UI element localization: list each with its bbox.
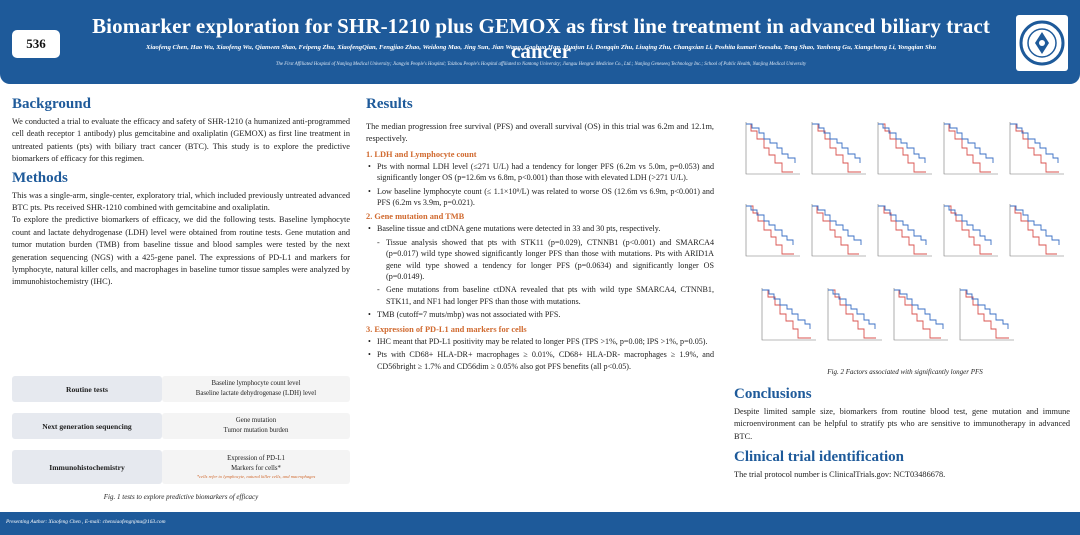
table-row [12, 413, 350, 439]
km-curve [878, 206, 926, 245]
list-item: • Low baseline lymphocyte count (≤ 1.1×10⁹/L) was related to worse OS (12.6m vs 6.9m, p<0.001) and PFS (6.2m vs 3.9m, p=0.021). [366, 186, 714, 209]
test-detail-line: Markers for cells* [231, 465, 281, 472]
km-curve [960, 290, 1009, 338]
poster-number: 536 [12, 30, 60, 58]
table-row [12, 450, 350, 484]
conclusions-section [734, 386, 1070, 482]
km-plot-thumbnail [756, 284, 818, 346]
km-curve [746, 206, 794, 254]
results-section-2-list [366, 223, 714, 234]
km-curve [894, 290, 943, 329]
table-row [12, 376, 350, 402]
km-curve [960, 290, 1008, 329]
test-type-label: Immunohistochemistry [12, 450, 162, 484]
test-detail-line: Gene mutation [235, 417, 277, 425]
trial-id-text: The trial protocol number is ClinicalTrials.gov: NCT03486678. [734, 470, 946, 480]
author-list: Xiaofeng Chen, Hao Wu, Xiaofeng Wu, Qianwen Shao, Feipeng Zhu, XiaofengQian, Fengjiao Zhao, Weidong Mao, Jing Sun, Jian Wang, Gaohua Han, Huajun Li, Dongqin Zhu, Liuqing Zhu, Changxian Li, Poshita kumari Seesaha, Tong Shao, Yanhong Gu, Xiangcheng Li, Yongqian Shu [145, 44, 936, 51]
list-item: • Pts with normal LDH level (≤271 U/L) had a tendency for longer PFS (6.2m vs 5.0m, p=0.053) and significantly longer OS (p=12.6m vs 6.8m, p<0.001) than those with elevated LDH (>271 U/L). [366, 161, 714, 184]
test-details [162, 413, 350, 439]
list-item: - Tissue analysis showed that pts with STK11 (p=0.029), CTNNB1 (p<0.001) and SMARCA4 (p=0.017) wild type showed significantly longer PFS than those with mutations. Pts with ARID1A gene wild type showed a tendency for longer PFS (p=0.0634) and significantly longer OS (p=0.0149). [366, 237, 714, 283]
methods-paragraph-2: To explore the predictive biomarkers of efficacy, we did the following tests. Baseline lymphocyte count and lactate dehydrogenase (LDH) level were obtained from routine tests. Gene mutation and tumor mutation burden (TMB) from baseline tissue and blood samples were tested by the next generation sequencing (NGS) with a 425-gene panel. The expressions of PD-L1 and markers for lymphocyte, natural killer cells, and macrophages in baseline tumor tissue samples were analyzed by immunohistochemistry (IHC). [12, 215, 350, 287]
results-section-3-list [366, 336, 714, 372]
list-item: • TMB (cutoff=7 muts/mbp) was not associated with PFS. [366, 309, 714, 320]
results-intro: The median progression free survival (PFS) and overall survival (OS) in this trial was 6.2m and 12.1m, respectively. [366, 122, 714, 144]
km-plot-thumbnail [1004, 118, 1066, 180]
conclusions-heading: Conclusions [734, 386, 812, 402]
km-curve [746, 124, 793, 172]
middle-column [366, 96, 714, 374]
km-curve [762, 290, 811, 338]
test-detail-line: Baseline lactate dehydrogenase (LDH) level [195, 390, 317, 397]
poster-header [0, 0, 1080, 84]
km-plot-thumbnail [806, 200, 868, 262]
affiliations: The First Affiliated Hospital of Nanjing Medical University; Jiangyin People's Hospital; Taizhou People's Hospital affiliated to Nantong University; Jiangsu Hengrui Medicine Co., Ltd.; Nanjing Geneseeq Technology Inc.; School of Public Health, Nanjing Medical University [275, 62, 807, 67]
figure-1-caption: Fig. 1 tests to explore predictive biomarkers of efficacy [103, 493, 259, 501]
km-plot-thumbnail [938, 118, 1000, 180]
results-section-2-sublist [366, 237, 714, 307]
list-item-text: Baseline tissue and ctDNA gene mutations were detected in 33 and 30 pts, respectively. [377, 224, 661, 234]
poster-footer: Presenting Author: Xiaofeng Chen , E-mail: chenxiaofengnjmu@163.com [0, 512, 1080, 535]
list-item: • IHC meant that PD-L1 positivity may be related to longer PFS (TPS >1%, p=0.08; IPS >1%, p=0.05). [366, 336, 714, 347]
km-plot-thumbnail [954, 284, 1016, 346]
methods-heading: Methods [12, 169, 68, 186]
background-heading: Background [12, 96, 91, 112]
km-curve [812, 124, 860, 163]
km-curve [1010, 206, 1057, 254]
km-curve [1010, 124, 1058, 163]
km-curve [746, 124, 795, 163]
results-section-2-list-b [366, 309, 714, 320]
km-plot-thumbnail [1004, 200, 1066, 262]
list-item [366, 223, 714, 234]
figure-2-caption: Fig. 2 Factors associated with significantly longer PFS [827, 368, 983, 376]
km-curve [944, 206, 992, 254]
poster-title: Biomarker exploration for SHR-1210 plus GEMOX as first line treatment in advanced biliary tract cancer [92, 14, 990, 63]
test-type-label: Routine tests [12, 376, 162, 402]
km-curve [944, 124, 991, 172]
km-curve [812, 206, 859, 254]
km-curve [762, 290, 810, 329]
km-plot-thumbnail [872, 118, 934, 180]
results-section-1-title: 1. LDH and Lymphocyte count [366, 149, 477, 159]
km-curve [1010, 206, 1059, 245]
university-seal-icon [1019, 20, 1065, 66]
km-curve [878, 124, 926, 172]
conclusions-text: Despite limited sample size, biomarkers from routine blood test, gene mutation and immune microenvironment can be helpful to stratify pts who are sensitive to immunotherapy in advanced BTC. [734, 407, 1070, 441]
km-curve [894, 290, 941, 338]
test-details [162, 450, 350, 484]
km-curve [1010, 124, 1059, 172]
results-section-1-list [366, 161, 714, 209]
left-column [12, 96, 350, 289]
methods-paragraph-1: This was a single-arm, single-center, exploratory trial, which included previously untreated advanced BTC pts. Pts received SHR-1210 combined with gemcitabine and oxaliplatin. [12, 190, 350, 213]
results-section-3-title: 3. Expression of PD-L1 and markers for cells [366, 324, 527, 334]
km-plot-thumbnail [938, 200, 1000, 262]
km-curve [878, 206, 927, 254]
km-curve [944, 124, 993, 163]
km-plot-thumbnail [888, 284, 950, 346]
university-logo [1016, 15, 1068, 71]
results-heading: Results [366, 96, 413, 112]
trial-id-heading: Clinical trial identification [734, 449, 904, 466]
km-curve [828, 290, 876, 338]
results-section-2-title: 2. Gene mutation and TMB [366, 212, 465, 222]
figure-1-tests-table [12, 376, 350, 488]
test-type-label: Next generation sequencing [12, 413, 162, 439]
km-plot-thumbnail [872, 200, 934, 262]
km-plot-thumbnail [806, 118, 868, 180]
test-detail-line: Tumor mutation burden [223, 427, 289, 434]
km-curve [812, 206, 861, 245]
km-plot-thumbnail [740, 118, 802, 180]
test-details [162, 376, 350, 402]
background-text: We conducted a trial to evaluate the efficacy and safety of SHR-1210 (a humanized anti-programmed cell death receptor 1 antibody) plus gemcitabine and oxaliplatin (GEMOX) as first line treatment in untreated patients (pts) with biliary tract cancer (BTC). This study is to explore the predictive biomarkers of efficacy for this regimen. [12, 117, 350, 164]
test-detail-line: Baseline lymphocyte count level [211, 380, 301, 388]
test-detail-line: Expression of PD-L1 [227, 455, 285, 463]
list-item: • Pts with CD68+ HLA-DR+ macrophages ≥ 0.01%, CD68+ HLA-DR- macrophages ≥ 1.9%, and CD56bright ≥ 1.7% and CD56dim ≥ 0.05% also got PFS benefits (all p<0.05). [366, 349, 714, 372]
test-footnote: *cells refer to lymphocyte, natural killer cells, and macrophages [196, 473, 316, 479]
list-item: - Gene mutations from baseline ctDNA revealed that pts with wild type SMARCA4, CTNNB1, STK11, and NF1 had longer PFS than those with mutations. [366, 284, 714, 307]
km-curve [812, 124, 861, 172]
km-plot-thumbnail [822, 284, 884, 346]
km-plot-thumbnail [740, 200, 802, 262]
